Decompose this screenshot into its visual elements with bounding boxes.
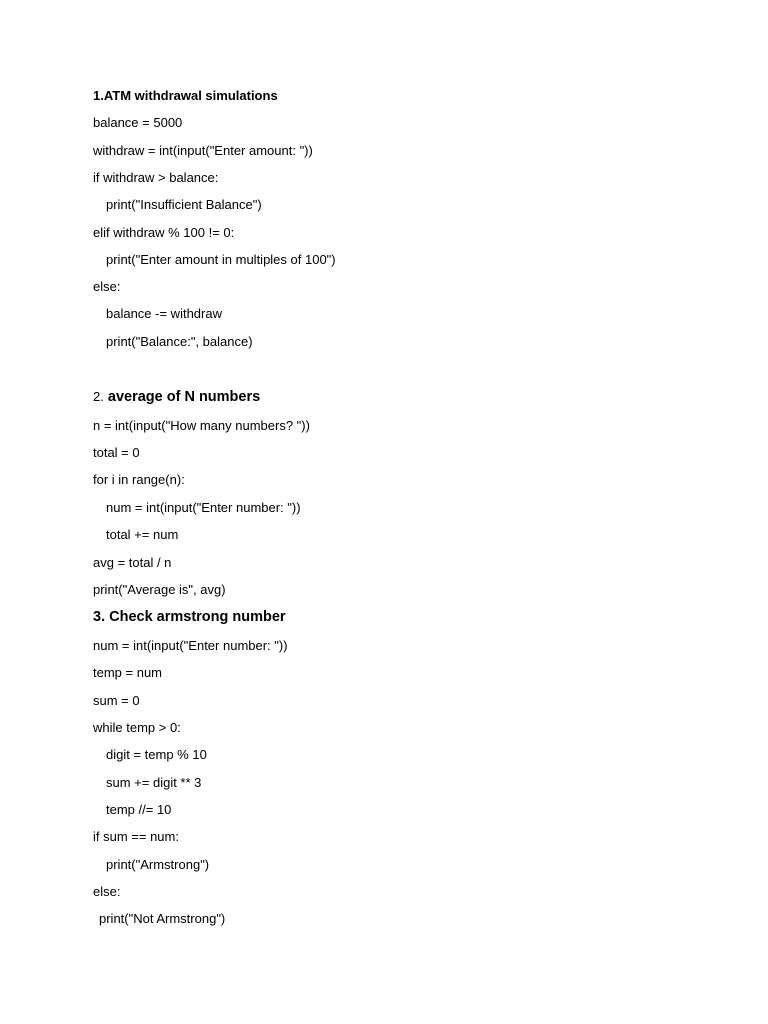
code-line: for i in range(n): <box>93 472 185 487</box>
code-line: print("Average is", avg) <box>93 582 226 597</box>
code-line: num = int(input("Enter number: ")) <box>106 500 301 515</box>
code-line: temp //= 10 <box>106 802 172 817</box>
code-line: total += num <box>106 527 179 542</box>
code-line: sum = 0 <box>93 693 140 708</box>
code-line: balance = 5000 <box>93 115 183 130</box>
code-line: while temp > 0: <box>93 720 181 735</box>
section-2-number: 2. <box>93 389 104 404</box>
section-2-title: average of N numbers <box>107 389 261 405</box>
code-line: elif withdraw % 100 != 0: <box>93 225 235 240</box>
code-line: digit = temp % 10 <box>106 747 207 762</box>
code-line: balance -= withdraw <box>106 306 222 321</box>
code-line: total = 0 <box>93 445 140 460</box>
code-line: else: <box>93 884 121 899</box>
section-2-heading <box>93 388 260 406</box>
code-line: if withdraw > balance: <box>93 170 219 185</box>
code-line: withdraw = int(input("Enter amount: ")) <box>93 143 313 158</box>
code-line: print("Enter amount in multiples of 100") <box>106 252 336 267</box>
section-3-heading: 3. Check armstrong number <box>93 609 286 625</box>
section-1-heading: 1.ATM withdrawal simulations <box>93 88 278 103</box>
code-line: print("Armstrong") <box>106 857 210 872</box>
code-line: else: <box>93 279 121 294</box>
code-line: avg = total / n <box>93 555 172 570</box>
code-line: num = int(input("Enter number: ")) <box>93 638 288 653</box>
code-line: sum += digit ** 3 <box>106 775 202 790</box>
code-line: temp = num <box>93 665 163 680</box>
code-line: print("Insufficient Balance") <box>106 197 262 212</box>
code-line: n = int(input("How many numbers? ")) <box>93 418 310 433</box>
code-line: if sum == num: <box>93 829 179 844</box>
code-line: print("Balance:", balance) <box>106 334 253 349</box>
code-line: print("Not Armstrong") <box>99 911 226 926</box>
